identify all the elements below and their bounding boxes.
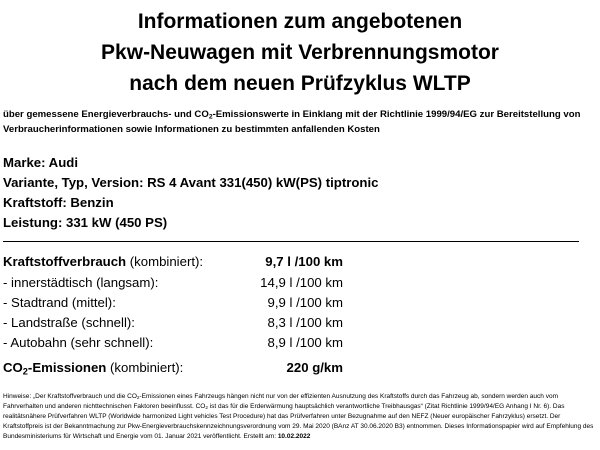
page-title [0, 6, 600, 99]
consumption-row-label: - Autobahn (sehr schnell): [3, 335, 154, 350]
consumption-header-suffix: (kombiniert): [126, 254, 204, 269]
title-line-2: Pkw-Neuwagen mit Verbrennungsmotor [101, 41, 499, 64]
consumption-row-value: 8,3 l /100 km [267, 315, 343, 330]
consumption-combined-value: 9,7 l /100 km [265, 254, 343, 269]
vehicle-specs [3, 153, 378, 233]
footer-text-c: ist das für die Erderwärmung hauptsächlich verantwortliche Treibhausgas“ (Zitat Richtlinie 1999/94/EG Anhang I Nr. 6). Das realitätsnähere Prüfverfahren WLTP (Worldwide harmonized Light vehicles Test Procedure) hat das Prüfverfahren unter Bezugnahme auf den NEFZ (Neuer europäischer Fahrzyklus) ersetzt. Der Kraftstoffpreis ist der Bekanntmachung zur Pkw-Energieverbrauchskennzeichnungsverordnung vom 29. Mai 2020 (BAnz AT 30.06.2020 B3) entnommen. Dieses Informationspapier wird auf Empfehlung des Bundesministeriums für Wirtschaft und Energie vom 01. Januar 2021 veröffentlicht. Erstellt am: [3, 403, 594, 440]
consumption-header-label: Kraftstoffverbrauch [3, 254, 127, 269]
consumption-row-value: 8,9 l /100 km [267, 335, 343, 350]
consumption-row-value: 9,9 l /100 km [267, 295, 343, 310]
footer-text-a: Hinweise: „Der Kraftstoffverbrauch und die CO [3, 393, 137, 400]
footer-text-b: -Emissionen eines Fahrzeugs hängen nicht nur von der effizienten Ausnutzung des Kraftstoffs durch das Fahrzeug ab, sondern werden auch vom Fahrverhalten und anderen nichttechnischen Faktoren beeinflusst. CO [3, 393, 558, 410]
intro-sub: 2 [208, 113, 213, 121]
co2-emissions-row [3, 358, 343, 378]
spec-marke: Marke: Audi [3, 155, 78, 170]
consumption-row [3, 293, 343, 313]
footer-date: 10.02.2022 [277, 433, 311, 440]
consumption-row-label: - innerstädtisch (langsam): [3, 275, 159, 290]
consumption-row-label: - Landstraße (schnell): [3, 315, 135, 330]
co2-label-post: -Emissionen [27, 360, 107, 375]
footer-sub-a: 2 [136, 395, 140, 401]
spec-kraftstoff: Kraftstoff: Benzin [3, 195, 114, 210]
co2-label-suffix: (kombiniert): [106, 360, 184, 375]
title-line-3: nach dem neuen Prüfzyklus WLTP [129, 72, 471, 95]
consumption-combined-label [3, 252, 203, 272]
co2-label-pre: CO [3, 360, 23, 375]
title-line-1: Informationen zum angebotenen [137, 10, 463, 33]
co2-label-sub: 2 [22, 366, 28, 377]
spec-leistung: Leistung: 331 kW (450 PS) [3, 215, 168, 230]
footer-sub-b: 2 [205, 405, 208, 411]
footer-notes [3, 392, 599, 442]
co2-emissions-label [3, 358, 183, 378]
intro-part-2: -Emissionswerte in Einklang mit der Richtlinie 1999/94/EG zur Bereitstellung von Verbraucherinformationen sowie Informationen zu bestimmten anfallenden Kosten [3, 109, 581, 135]
consumption-row-value: 14,9 l /100 km [260, 275, 343, 290]
intro-part-1: über gemessene Energieverbrauchs- und CO [3, 109, 209, 120]
spec-variante: Variante, Typ, Version: RS 4 Avant 331(450) kW(PS) tiptronic [3, 175, 379, 190]
intro-text [3, 107, 598, 137]
consumption-row-label: - Stadtrand (mittel): [3, 295, 116, 310]
consumption-row [3, 333, 343, 353]
co2-emissions-value: 220 g/km [286, 360, 343, 375]
consumption-combined-row [3, 252, 343, 272]
divider-line [3, 241, 579, 242]
consumption-row [3, 313, 343, 333]
consumption-row [3, 273, 343, 293]
